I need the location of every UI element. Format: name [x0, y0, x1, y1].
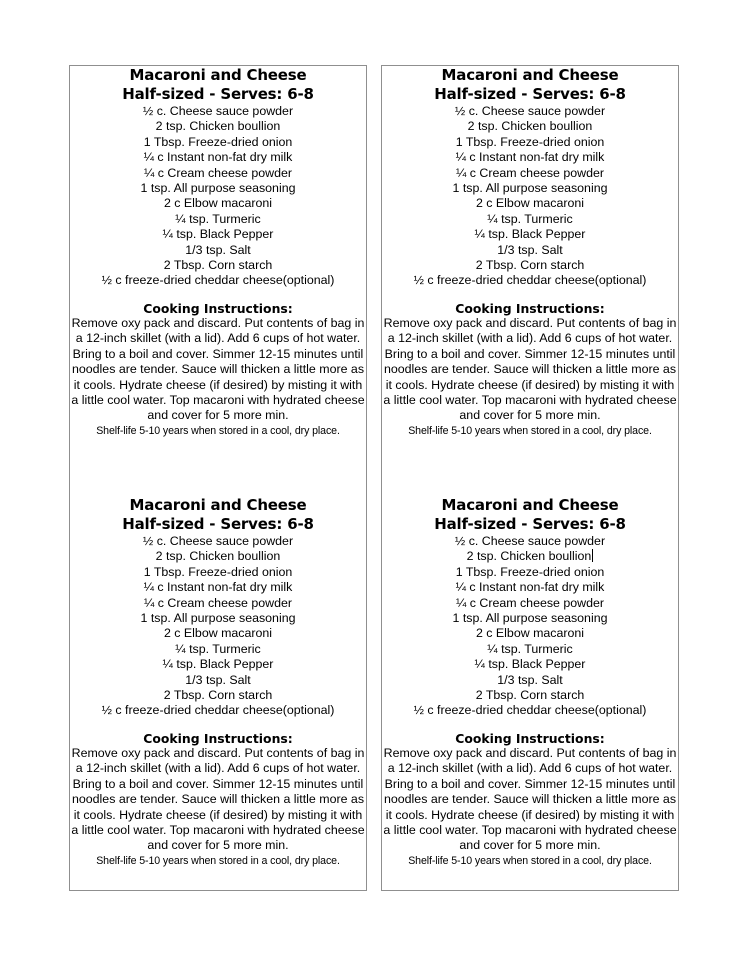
ingredient-item: 1 tsp. All purpose seasoning — [140, 181, 296, 196]
ingredient-item: ½ c. Cheese sauce powder — [142, 534, 294, 548]
ingredient-item: 1 Tbsp. Freeze-dried onion — [455, 564, 605, 579]
instructions-paragraph-1: Remove oxy pack and discard. Put contents of bag in a 12-inch skillet (with a lid). Add 6 cups of hot water. — [71, 315, 365, 346]
ingredient-item: 1 Tbsp. Freeze-dried onion — [455, 134, 605, 149]
ingredient-item: 1/3 tsp. Salt — [497, 672, 563, 687]
recipe-card-bottom-right[interactable] — [382, 496, 678, 869]
ingredient-item: 1 tsp. All purpose seasoning — [452, 181, 608, 196]
ingredient-list — [382, 534, 678, 719]
recipe-subtitle: Half-sized - Serves: 6-8 — [122, 515, 314, 533]
ingredient-item: ½ c freeze-dried cheddar cheese(optional) — [101, 703, 335, 718]
ingredient-item: ½ c. Cheese sauce powder — [454, 534, 606, 548]
ingredient-item: ¼ c Cream cheese powder — [143, 165, 293, 180]
recipe-card-top-left — [70, 66, 366, 439]
ingredient-item: 2 Tbsp. Corn starch — [475, 258, 585, 273]
recipe-title: Macaroni and Cheese — [129, 66, 307, 84]
ingredient-item: 1 tsp. All purpose seasoning — [140, 611, 296, 626]
instructions-heading: Cooking Instructions: — [143, 730, 293, 746]
ingredient-item: ¼ c Cream cheese powder — [455, 165, 605, 180]
ingredient-item: 2 Tbsp. Corn starch — [163, 688, 273, 703]
ingredient-item: ¼ c Cream cheese powder — [455, 595, 605, 610]
ingredient-item: 1 tsp. All purpose seasoning — [452, 611, 608, 626]
ingredient-item: ½ c. Cheese sauce powder — [142, 104, 294, 118]
instructions-paragraph-1: Remove oxy pack and discard. Put contents of bag in a 12-inch skillet (with a lid). Add 6 cups of hot water. — [71, 745, 365, 776]
ingredient-item: ¼ tsp. Black Pepper — [162, 657, 274, 672]
ingredient-item: 1/3 tsp. Salt — [185, 242, 251, 257]
ingredient-item: ½ c. Cheese sauce powder — [454, 104, 606, 118]
instructions-heading: Cooking Instructions: — [143, 300, 293, 316]
ingredient-item: ¼ tsp. Turmeric — [487, 211, 573, 226]
recipe-subtitle: Half-sized - Serves: 6-8 — [122, 85, 314, 103]
ingredient-item: ¼ tsp. Black Pepper — [474, 227, 586, 242]
label-column-left — [69, 65, 367, 891]
ingredient-item: ¼ c Instant non-fat dry milk — [455, 150, 605, 165]
ingredient-list — [70, 104, 366, 289]
ingredient-item: 2 c Elbow macaroni — [163, 626, 273, 641]
ingredient-item: 1 Tbsp. Freeze-dried onion — [143, 564, 293, 579]
recipe-subtitle: Half-sized - Serves: 6-8 — [434, 85, 626, 103]
instructions-paragraph-2: Bring to a boil and cover. Simmer 12-15 minutes until noodles are tender. Sauce will thicken a little more as it cools. Hydrate cheese (if desired) by misting it with a little cool water. Top macaroni with hydrated cheese and cover for 5 more min. — [383, 346, 677, 423]
instructions-heading: Cooking Instructions: — [455, 300, 605, 316]
ingredient-item: ¼ c Instant non-fat dry milk — [455, 580, 605, 595]
ingredient-item: ¼ tsp. Turmeric — [175, 211, 261, 226]
ingredient-item: 2 c Elbow macaroni — [475, 626, 585, 641]
instructions-heading: Cooking Instructions: — [455, 730, 605, 746]
ingredient-item: ¼ tsp. Turmeric — [487, 641, 573, 656]
ingredient-item: 2 Tbsp. Corn starch — [163, 258, 273, 273]
shelf-life-note: Shelf-life 5-10 years when stored in a cool, dry place. — [96, 854, 340, 867]
shelf-life-note: Shelf-life 5-10 years when stored in a cool, dry place. — [408, 424, 652, 437]
ingredient-item: 2 tsp. Chicken boullion — [155, 119, 281, 134]
ingredient-item: 2 Tbsp. Corn starch — [475, 688, 585, 703]
instructions-paragraph-1: Remove oxy pack and discard. Put contents of bag in a 12-inch skillet (with a lid). Add 6 cups of hot water. — [383, 315, 677, 346]
recipe-card-top-right — [382, 66, 678, 439]
ingredient-item: 1/3 tsp. Salt — [497, 242, 563, 257]
ingredient-item: ¼ tsp. Black Pepper — [162, 227, 274, 242]
ingredient-item: ½ c freeze-dried cheddar cheese(optional) — [413, 703, 647, 718]
label-column-right — [381, 65, 679, 891]
instructions-paragraph-2: Bring to a boil and cover. Simmer 12-15 minutes until noodles are tender. Sauce will thicken a little more as it cools. Hydrate cheese (if desired) by misting it with a little cool water. Top macaroni with hydrated cheese and cover for 5 more min. — [71, 346, 365, 423]
text-cursor — [592, 549, 593, 562]
ingredient-item: 2 tsp. Chicken boullion — [155, 549, 281, 564]
instructions-paragraph-1: Remove oxy pack and discard. Put contents of bag in a 12-inch skillet (with a lid). Add 6 cups of hot water. — [383, 745, 677, 776]
recipe-title: Macaroni and Cheese — [129, 496, 307, 514]
shelf-life-note: Shelf-life 5-10 years when stored in a cool, dry place. — [96, 424, 340, 437]
recipe-title: Macaroni and Cheese — [441, 66, 619, 84]
ingredient-item: ¼ c Cream cheese powder — [143, 595, 293, 610]
recipe-title: Macaroni and Cheese — [441, 496, 619, 514]
ingredient-item: 1/3 tsp. Salt — [185, 672, 251, 687]
ingredient-item: ½ c freeze-dried cheddar cheese(optional) — [101, 273, 335, 288]
ingredient-item: ¼ tsp. Turmeric — [175, 641, 261, 656]
ingredient-item: 1 Tbsp. Freeze-dried onion — [143, 134, 293, 149]
ingredient-item: ¼ c Instant non-fat dry milk — [143, 150, 293, 165]
ingredient-item: 2 tsp. Chicken boullion — [466, 549, 592, 564]
ingredient-item: 2 c Elbow macaroni — [163, 196, 273, 211]
ingredient-item-with-cursor[interactable] — [382, 549, 678, 564]
instructions-paragraph-2: Bring to a boil and cover. Simmer 12-15 minutes until noodles are tender. Sauce will thicken a little more as it cools. Hydrate cheese (if desired) by misting it with a little cool water. Top macaroni with hydrated cheese and cover for 5 more min. — [71, 776, 365, 853]
recipe-subtitle: Half-sized - Serves: 6-8 — [434, 515, 626, 533]
instructions-paragraph-2: Bring to a boil and cover. Simmer 12-15 minutes until noodles are tender. Sauce will thicken a little more as it cools. Hydrate cheese (if desired) by misting it with a little cool water. Top macaroni with hydrated cheese and cover for 5 more min. — [383, 776, 677, 853]
ingredient-item: 2 tsp. Chicken boullion — [467, 119, 593, 134]
ingredient-list — [70, 534, 366, 719]
ingredient-list — [382, 104, 678, 289]
shelf-life-note: Shelf-life 5-10 years when stored in a cool, dry place. — [408, 854, 652, 867]
ingredient-item: ¼ tsp. Black Pepper — [474, 657, 586, 672]
ingredient-item: ¼ c Instant non-fat dry milk — [143, 580, 293, 595]
recipe-card-bottom-left — [70, 496, 366, 869]
ingredient-item: ½ c freeze-dried cheddar cheese(optional) — [413, 273, 647, 288]
ingredient-item: 2 c Elbow macaroni — [475, 196, 585, 211]
